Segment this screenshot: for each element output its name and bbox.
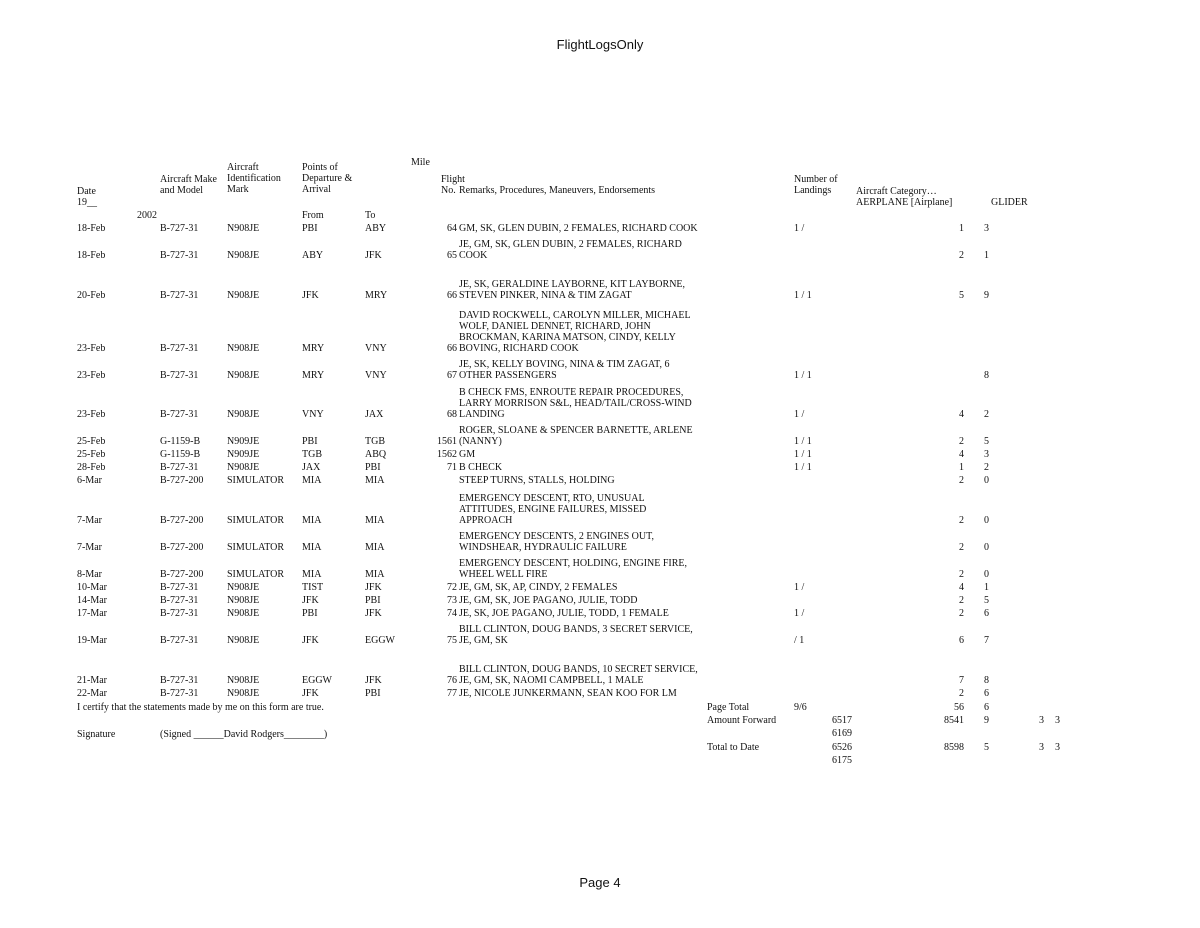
row-aeroplane: 6 <box>959 635 964 646</box>
row-glider: 3 <box>984 223 989 234</box>
header-remarks: Remarks, Procedures, Maneuvers, Endorsements <box>459 185 656 196</box>
certification-statement: I certify that the statements made by me on this form are true. <box>77 702 324 713</box>
header-date: Date <box>77 186 96 197</box>
amount-forward-extra-2: 3 <box>1055 715 1060 726</box>
header-identification: Aircraft Identification Mark <box>227 162 281 195</box>
row-landings: 1 / 1 <box>794 449 812 460</box>
row-model: B-727-200 <box>160 515 204 526</box>
row-ident: SIMULATOR <box>227 475 285 486</box>
row-remarks: JE, GM, SK, AP, CINDY, 2 FEMALES <box>459 582 618 593</box>
row-glider: 5 <box>984 436 989 447</box>
row-date: 23-Feb <box>77 409 106 420</box>
page-total-landings: 9/6 <box>794 702 807 713</box>
row-date: 18-Feb <box>77 250 106 261</box>
row-glider: 6 <box>984 608 989 619</box>
row-ident: N908JE <box>227 290 260 301</box>
row-aeroplane: 2 <box>959 688 964 699</box>
row-to: JAX <box>365 409 384 420</box>
row-from: PBI <box>302 608 318 619</box>
row-aeroplane: 2 <box>959 515 964 526</box>
header-points: Points of Departure & Arrival <box>302 162 353 195</box>
row-glider: 8 <box>984 370 989 381</box>
amount-forward-aeroplane: 8541 <box>944 715 964 726</box>
row-flight-no: 72 <box>447 582 457 593</box>
row-flight-no: 75 <box>447 635 457 646</box>
row-to: MIA <box>365 569 385 580</box>
row-flight-no: 1562 <box>437 449 457 460</box>
row-aeroplane: 1 <box>959 223 964 234</box>
row-from: VNY <box>302 409 324 420</box>
row-model: B-727-31 <box>160 688 199 699</box>
row-to: MIA <box>365 475 385 486</box>
row-ident: N909JE <box>227 436 260 447</box>
row-remarks: JE, SK, KELLY BOVING, NINA & TIM ZAGAT, 6 OTHER PASSENGERS <box>459 359 670 381</box>
row-landings: / 1 <box>794 635 805 646</box>
header-aeroplane: AERPLANE [Airplane] <box>856 197 953 208</box>
row-to: JFK <box>365 608 382 619</box>
row-flight-no: 76 <box>447 675 457 686</box>
row-date: 25-Feb <box>77 436 106 447</box>
row-aeroplane: 4 <box>959 409 964 420</box>
row-to: JFK <box>365 250 382 261</box>
row-aeroplane: 2 <box>959 608 964 619</box>
row-flight-no: 73 <box>447 595 457 606</box>
row-flight-no: 74 <box>447 608 457 619</box>
row-model: B-727-31 <box>160 223 199 234</box>
row-aeroplane: 2 <box>959 436 964 447</box>
row-model: B-727-200 <box>160 542 204 553</box>
signature-value: (Signed ______David Rodgers________) <box>160 729 328 740</box>
row-ident: N908JE <box>227 409 260 420</box>
row-remarks: EMERGENCY DESCENTS, 2 ENGINES OUT, WINDSHEAR, HYDRAULIC FAILURE <box>459 531 654 553</box>
row-ident: N908JE <box>227 250 260 261</box>
row-to: JFK <box>365 582 382 593</box>
row-date: 8-Mar <box>77 569 102 580</box>
document-title: FlightLogsOnly <box>556 37 644 52</box>
row-to: PBI <box>365 688 381 699</box>
row-model: G-1159-B <box>160 449 201 460</box>
row-glider: 0 <box>984 515 989 526</box>
row-ident: N908JE <box>227 343 260 354</box>
row-date: 10-Mar <box>77 582 107 593</box>
row-model: B-727-31 <box>160 635 199 646</box>
row-remarks: JE, SK, GERALDINE LAYBORNE, KIT LAYBORNE, STEVEN PINKER, NINA & TIM ZAGAT <box>459 279 686 301</box>
row-date: 20-Feb <box>77 290 106 301</box>
row-model: B-727-31 <box>160 675 199 686</box>
row-from: TIST <box>302 582 324 593</box>
header-category: Aircraft Category… <box>856 186 937 197</box>
row-model: B-727-31 <box>160 343 199 354</box>
header-year: 2002 <box>137 210 157 221</box>
row-remarks: JE, SK, JOE PAGANO, JULIE, TODD, 1 FEMALE <box>459 608 669 619</box>
row-ident: N908JE <box>227 608 260 619</box>
row-glider: 1 <box>984 250 989 261</box>
row-landings: 1 / 1 <box>794 370 812 381</box>
row-from: MRY <box>302 343 325 354</box>
row-flight-no: 65 <box>447 250 457 261</box>
row-flight-no: 66 <box>447 290 457 301</box>
row-remarks: DAVID ROCKWELL, CAROLYN MILLER, MICHAEL WOLF, DANIEL DENNET, RICHARD, JOHN BROCKMAN, KARINA MATSON, CINDY, KELLY BOVING, RICHARD COOK <box>459 310 691 354</box>
header-from: From <box>302 210 324 221</box>
row-aeroplane: 2 <box>959 569 964 580</box>
row-remarks: B CHECK FMS, ENROUTE REPAIR PROCEDURES, LARRY MORRISON S&L, HEAD/TAIL/CROSS-WIND LANDING <box>459 387 692 420</box>
row-from: PBI <box>302 436 318 447</box>
header-landings: Number of Landings <box>794 174 838 196</box>
header-to: To <box>365 210 376 221</box>
row-to: JFK <box>365 675 382 686</box>
row-model: B-727-31 <box>160 290 199 301</box>
row-from: JFK <box>302 688 319 699</box>
row-to: MIA <box>365 515 385 526</box>
row-ident: N908JE <box>227 688 260 699</box>
total-to-date-aeroplane: 8598 <box>944 742 964 753</box>
amount-forward-glider: 9 <box>984 715 989 726</box>
row-glider: 0 <box>984 475 989 486</box>
row-date: 23-Feb <box>77 343 106 354</box>
row-flight-no: 67 <box>447 370 457 381</box>
row-ident: N909JE <box>227 449 260 460</box>
page-number: Page 4 <box>579 875 621 890</box>
row-remarks: JE, GM, SK, GLEN DUBIN, 2 FEMALES, RICHARD COOK <box>459 239 682 261</box>
row-remarks: JE, GM, SK, JOE PAGANO, JULIE, TODD <box>459 595 638 606</box>
row-aeroplane: 1 <box>959 462 964 473</box>
row-flight-no: 77 <box>447 688 457 699</box>
row-aeroplane: 2 <box>959 542 964 553</box>
row-from: PBI <box>302 223 318 234</box>
signature-label: Signature <box>77 729 116 740</box>
amount-forward-value-2: 6169 <box>832 728 852 739</box>
row-flight-no: 71 <box>447 462 457 473</box>
row-flight-no: 66 <box>447 343 457 354</box>
row-to: VNY <box>365 343 387 354</box>
page-total-aeroplane: 56 <box>954 702 964 713</box>
row-date: 18-Feb <box>77 223 106 234</box>
row-from: MIA <box>302 569 322 580</box>
row-from: JFK <box>302 635 319 646</box>
row-model: B-727-31 <box>160 582 199 593</box>
row-landings: 1 / <box>794 582 805 593</box>
row-remarks: JE, NICOLE JUNKERMANN, SEAN KOO FOR LM <box>459 688 677 699</box>
row-landings: 1 / 1 <box>794 462 812 473</box>
amount-forward-extra-1: 3 <box>1039 715 1044 726</box>
row-remarks: ROGER, SLOANE & SPENCER BARNETTE, ARLENE (NANNY) <box>459 425 693 447</box>
row-ident: SIMULATOR <box>227 515 285 526</box>
row-ident: N908JE <box>227 635 260 646</box>
row-from: ABY <box>302 250 324 261</box>
row-date: 19-Mar <box>77 635 107 646</box>
row-glider: 1 <box>984 582 989 593</box>
row-aeroplane: 4 <box>959 449 964 460</box>
row-to: MIA <box>365 542 385 553</box>
row-glider: 3 <box>984 449 989 460</box>
row-from: JFK <box>302 290 319 301</box>
total-to-date-value-2: 6175 <box>832 755 852 766</box>
row-aeroplane: 2 <box>959 250 964 261</box>
row-model: B-727-31 <box>160 409 199 420</box>
row-remarks: GM, SK, GLEN DUBIN, 2 FEMALES, RICHARD COOK <box>459 223 698 234</box>
row-glider: 2 <box>984 462 989 473</box>
row-ident: N908JE <box>227 370 260 381</box>
row-remarks: BILL CLINTON, DOUG BANDS, 3 SECRET SERVICE, JE, GM, SK <box>459 624 693 646</box>
row-from: JAX <box>302 462 321 473</box>
amount-forward-value: 6517 <box>832 715 852 726</box>
row-model: G-1159-B <box>160 436 201 447</box>
page-total-glider: 6 <box>984 702 989 713</box>
row-aeroplane: 2 <box>959 595 964 606</box>
row-from: MIA <box>302 475 322 486</box>
row-to: PBI <box>365 462 381 473</box>
row-glider: 6 <box>984 688 989 699</box>
row-date: 25-Feb <box>77 449 106 460</box>
row-glider: 5 <box>984 595 989 606</box>
row-date: 7-Mar <box>77 542 102 553</box>
total-to-date-extra-2: 3 <box>1055 742 1060 753</box>
row-to: ABQ <box>365 449 387 460</box>
row-model: B-727-200 <box>160 475 204 486</box>
row-glider: 8 <box>984 675 989 686</box>
row-landings: 1 / <box>794 409 805 420</box>
row-to: VNY <box>365 370 387 381</box>
row-model: B-727-31 <box>160 595 199 606</box>
row-landings: 1 / <box>794 223 805 234</box>
row-aeroplane: 2 <box>959 475 964 486</box>
row-date: 14-Mar <box>77 595 107 606</box>
row-from: EGGW <box>302 675 332 686</box>
row-date: 6-Mar <box>77 475 102 486</box>
row-ident: SIMULATOR <box>227 569 285 580</box>
row-flight-no: 1561 <box>437 436 457 447</box>
row-model: B-727-31 <box>160 462 199 473</box>
total-to-date-extra-1: 3 <box>1039 742 1044 753</box>
amount-forward-label: Amount Forward <box>707 715 777 726</box>
row-from: MIA <box>302 515 322 526</box>
row-to: ABY <box>365 223 387 234</box>
row-aeroplane: 4 <box>959 582 964 593</box>
row-glider: 9 <box>984 290 989 301</box>
header-flight-no: Flight No. <box>441 174 465 196</box>
row-date: 23-Feb <box>77 370 106 381</box>
row-glider: 7 <box>984 635 989 646</box>
row-flight-no: 68 <box>447 409 457 420</box>
total-to-date-label: Total to Date <box>707 742 760 753</box>
row-ident: N908JE <box>227 582 260 593</box>
row-remarks: STEEP TURNS, STALLS, HOLDING <box>459 475 615 486</box>
row-ident: N908JE <box>227 223 260 234</box>
row-from: MRY <box>302 370 325 381</box>
header-glider: GLIDER <box>991 197 1028 208</box>
row-glider: 0 <box>984 542 989 553</box>
row-glider: 2 <box>984 409 989 420</box>
row-remarks: BILL CLINTON, DOUG BANDS, 10 SECRET SERVICE, JE, GM, SK, NAOMI CAMPBELL, 1 MALE <box>459 664 698 686</box>
row-date: 17-Mar <box>77 608 107 619</box>
row-ident: N908JE <box>227 675 260 686</box>
header-mile: Mile <box>411 157 430 168</box>
row-remarks: EMERGENCY DESCENT, HOLDING, ENGINE FIRE, WHEEL WELL FIRE <box>459 558 688 580</box>
row-flight-no: 64 <box>447 223 457 234</box>
header-date-prefix: 19__ <box>77 197 97 208</box>
row-model: B-727-200 <box>160 569 204 580</box>
row-from: MIA <box>302 542 322 553</box>
row-date: 22-Mar <box>77 688 107 699</box>
row-date: 7-Mar <box>77 515 102 526</box>
row-from: JFK <box>302 595 319 606</box>
row-to: PBI <box>365 595 381 606</box>
row-to: MRY <box>365 290 388 301</box>
row-landings: 1 / 1 <box>794 436 812 447</box>
row-model: B-727-31 <box>160 370 199 381</box>
row-from: TGB <box>302 449 322 460</box>
row-remarks: B CHECK <box>459 462 503 473</box>
row-ident: N908JE <box>227 462 260 473</box>
row-to: TGB <box>365 436 385 447</box>
row-aeroplane: 5 <box>959 290 964 301</box>
row-date: 21-Mar <box>77 675 107 686</box>
row-date: 28-Feb <box>77 462 106 473</box>
row-to: EGGW <box>365 635 395 646</box>
row-ident: SIMULATOR <box>227 542 285 553</box>
row-model: B-727-31 <box>160 608 199 619</box>
row-glider: 0 <box>984 569 989 580</box>
row-aeroplane: 7 <box>959 675 964 686</box>
row-ident: N908JE <box>227 595 260 606</box>
row-landings: 1 / 1 <box>794 290 812 301</box>
row-remarks: EMERGENCY DESCENT, RTO, UNUSUAL ATTITUDES, ENGINE FAILURES, MISSED APPROACH <box>459 493 647 526</box>
row-remarks: GM <box>459 449 476 460</box>
total-to-date-value: 6526 <box>832 742 852 753</box>
row-model: B-727-31 <box>160 250 199 261</box>
row-landings: 1 / <box>794 608 805 619</box>
page-total-label: Page Total <box>707 702 750 713</box>
total-to-date-glider: 5 <box>984 742 989 753</box>
header-make-model: Aircraft Make and Model <box>160 174 217 196</box>
